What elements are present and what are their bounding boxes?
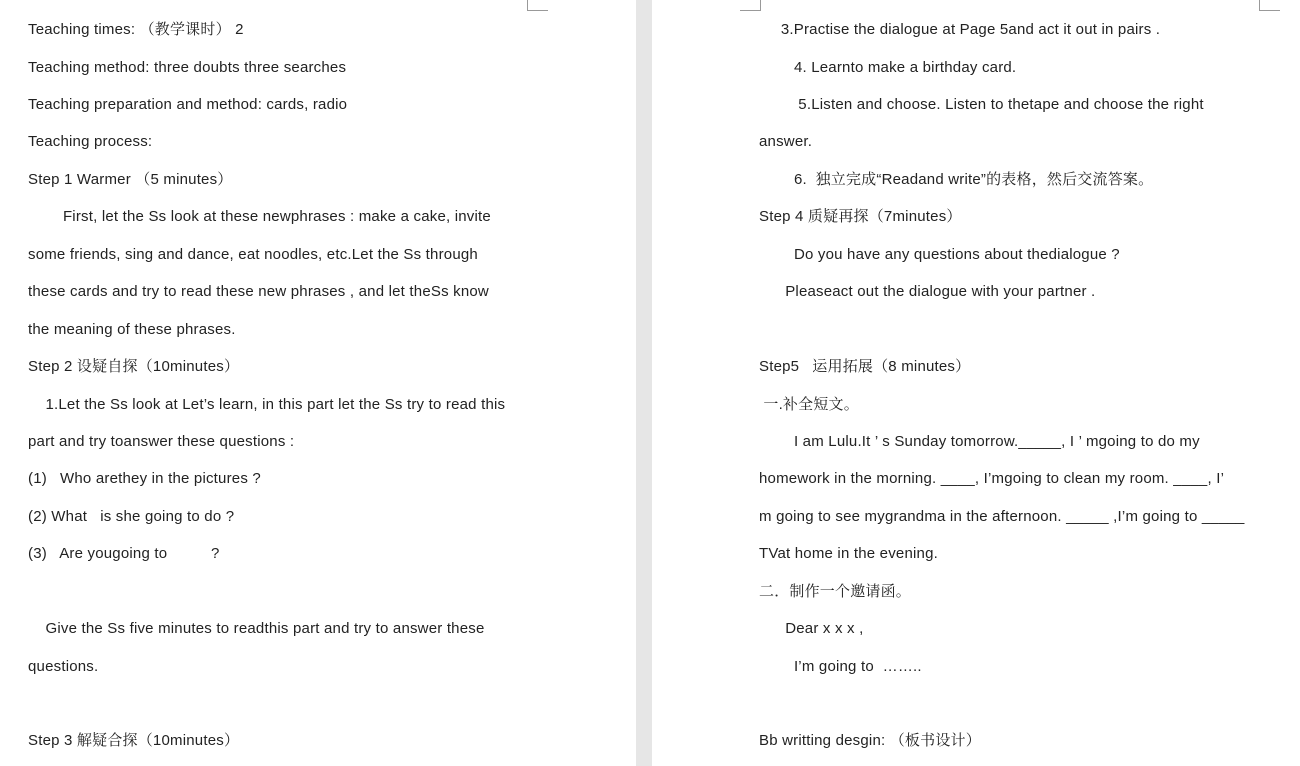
text-line: (2) What is she going to do ?: [28, 508, 235, 525]
text-line: TVat home in the evening.: [759, 545, 938, 562]
text-line: Step 2 设疑自探（10minutes）: [28, 358, 240, 375]
text-line: 5.Listen and choose. Listen to thetape and choose the right: [759, 96, 1204, 113]
text-line: 3.Practise the dialogue at Page 5and act it out in pairs .: [759, 21, 1161, 38]
text-line: I am Lulu.It ’ s Sunday tomorrow._____, I ’ mgoing to do my: [759, 433, 1200, 450]
text-line: Teaching process:: [28, 133, 153, 150]
text-line: Bb writting desgin: （板书设计）: [759, 732, 981, 749]
text-line: Teaching method: three doubts three searches: [28, 59, 347, 76]
text-line: questions.: [28, 658, 99, 675]
text-line: part and try toanswer these questions :: [28, 433, 295, 450]
text-line: (3) Are yougoing to ?: [28, 545, 220, 562]
text-line: Pleaseact out the dialogue with your partner .: [759, 283, 1096, 300]
text-line: Step5 运用拓展（8 minutes）: [759, 358, 971, 375]
text-line: answer.: [759, 133, 813, 150]
text-line: these cards and try to read these new phrases , and let theSs know: [28, 283, 489, 300]
text-line: 二．制作一个邀请函。: [759, 583, 912, 600]
text-line: the meaning of these phrases.: [28, 321, 236, 338]
text-line: m going to see mygrandma in the afternoon. _____ ,I’m going to _____: [759, 508, 1245, 525]
text-line: Dear x x x ,: [759, 620, 864, 637]
document-page-left: [0, 0, 636, 766]
text-line: Step 4 质疑再探（7minutes）: [759, 208, 962, 225]
page-corner-mark: [740, 0, 761, 11]
text-line: 4. Learnto make a birthday card.: [759, 59, 1017, 76]
text-line: Do you have any questions about thedialogue ?: [759, 246, 1120, 263]
text-line: some friends, sing and dance, eat noodles, etc.Let the Ss through: [28, 246, 478, 263]
text-line: 1.Let the Ss look at Let’s learn, in this part let the Ss try to read this: [28, 396, 506, 413]
text-line: Teaching preparation and method: cards, radio: [28, 96, 348, 113]
text-line: I’m going to ……..: [759, 658, 922, 675]
text-line: (1) Who arethey in the pictures ?: [28, 470, 261, 487]
page-corner-mark: [1259, 0, 1280, 11]
page-corner-mark: [527, 0, 548, 11]
text-line: Give the Ss five minutes to readthis part and try to answer these: [28, 620, 485, 637]
text-line: Step 1 Warmer （5 minutes）: [28, 171, 233, 188]
text-line: 6. 独立完成“Readand write”的表格，然后交流答案。: [759, 171, 1154, 188]
document-page-right: [652, 0, 1300, 766]
page-gap: [636, 0, 652, 766]
text-line: Teaching times: （教学课时） 2: [28, 21, 244, 38]
text-line: Step 3 解疑合探（10minutes）: [28, 732, 240, 749]
text-line: homework in the morning. ____, I’mgoing to clean my room. ____, I’: [759, 470, 1225, 487]
text-line: 一.补全短文。: [759, 396, 859, 413]
text-line: First, let the Ss look at these newphrases : make a cake, invite: [28, 208, 491, 225]
